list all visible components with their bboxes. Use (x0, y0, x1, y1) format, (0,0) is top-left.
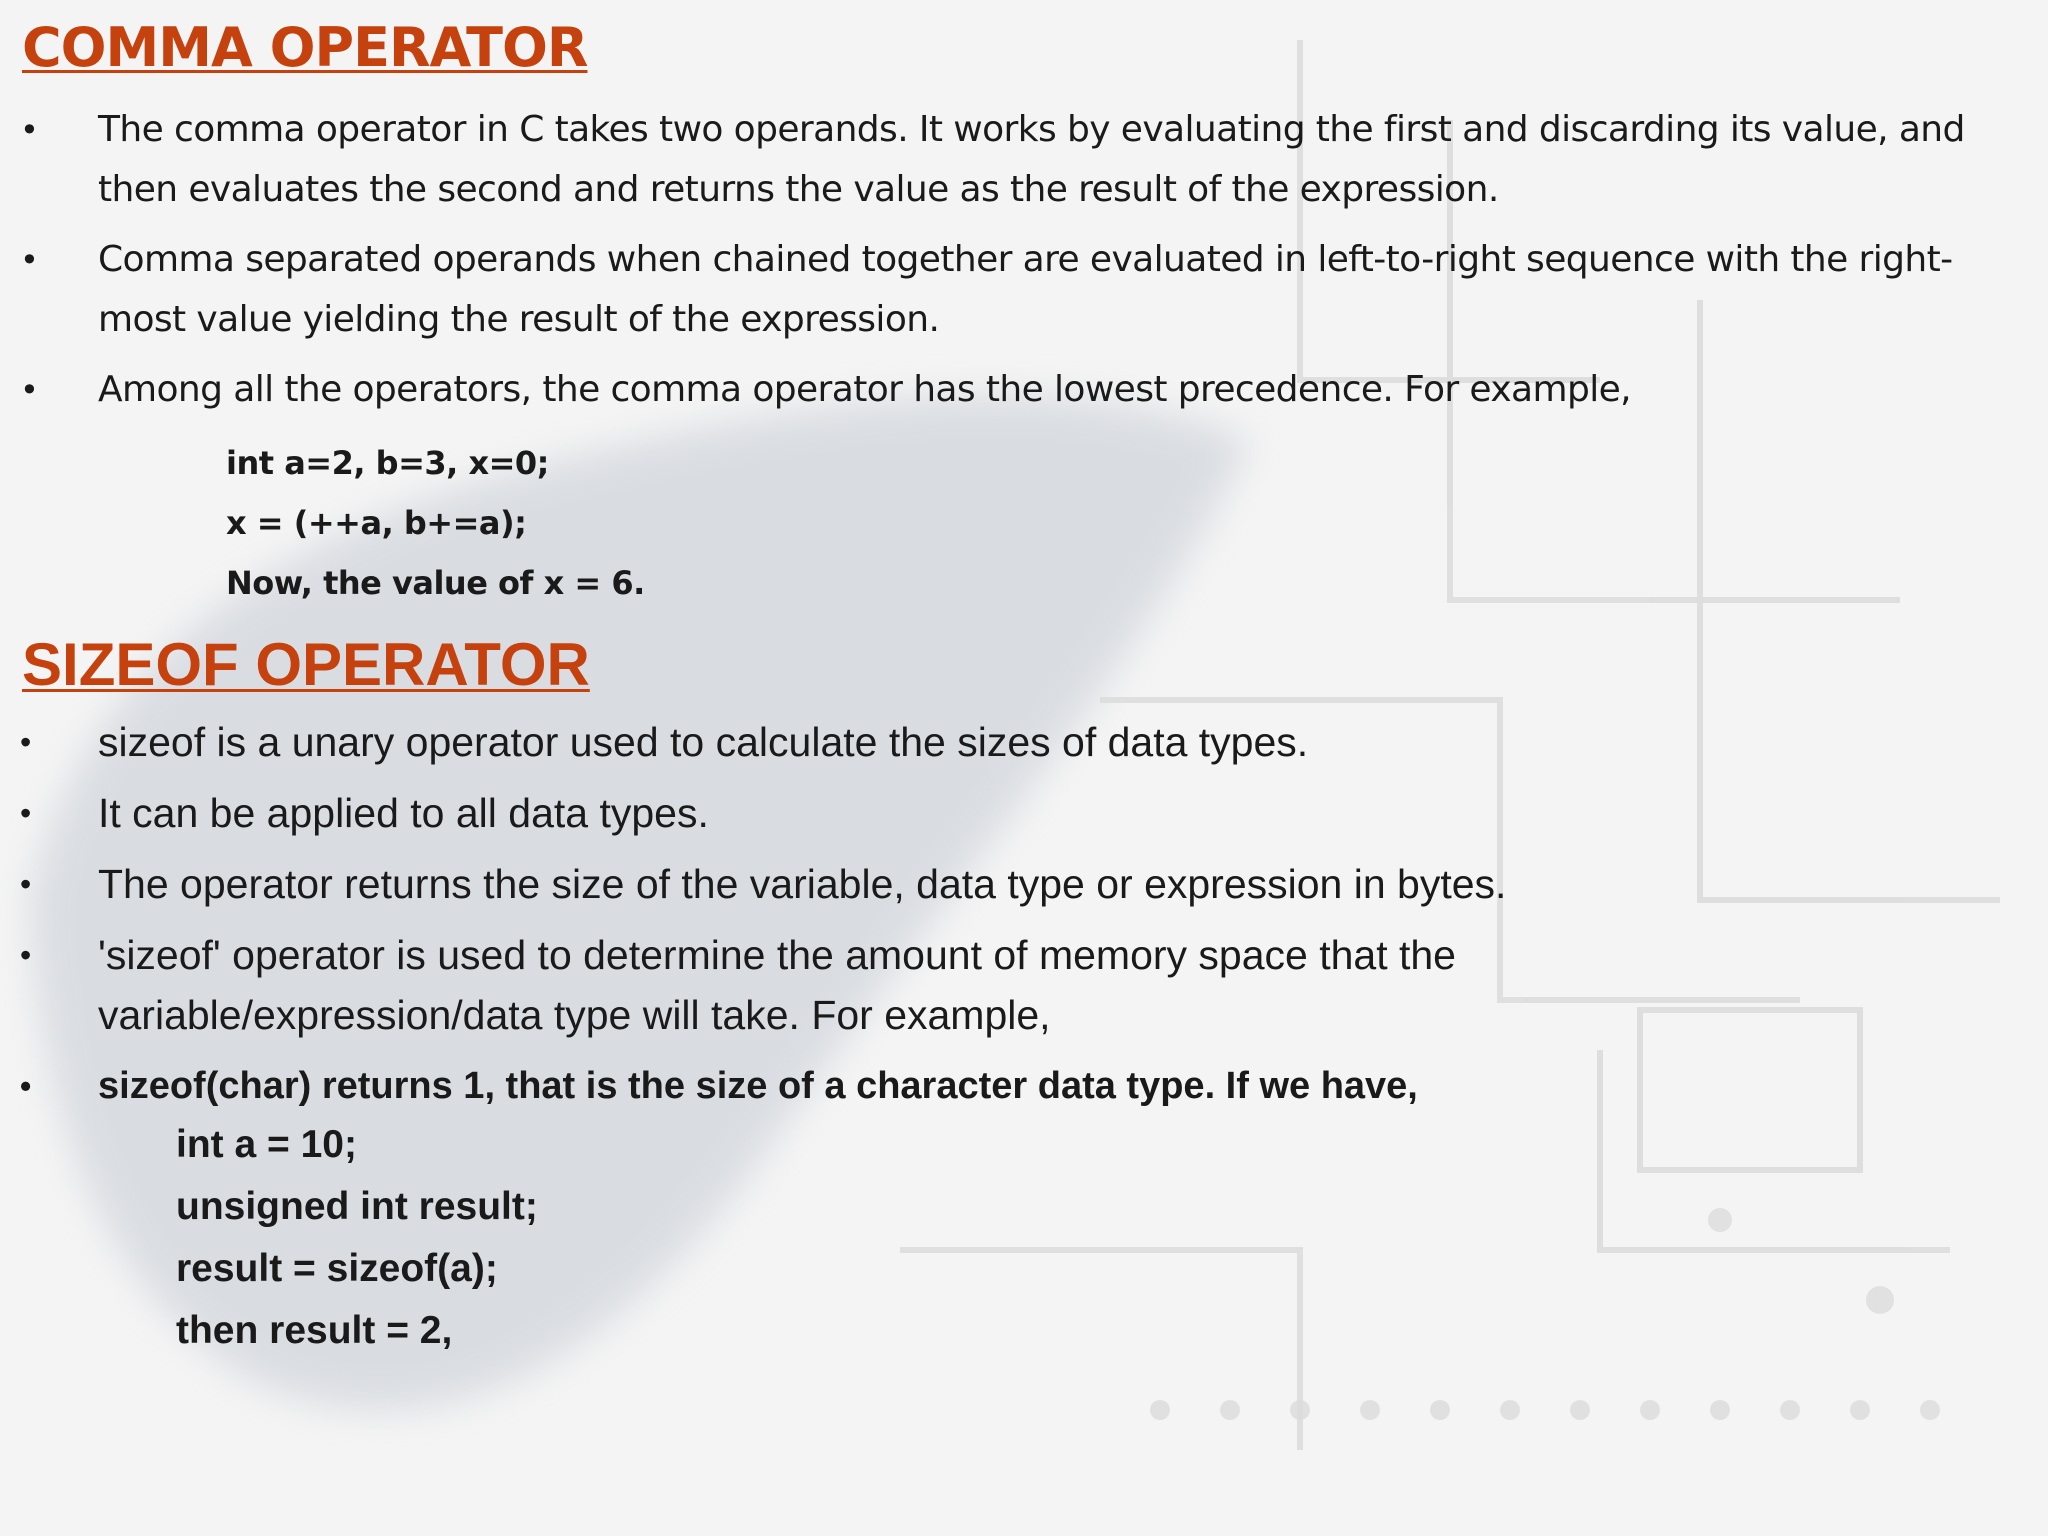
comma-operator-heading: COMMA OPERATOR (22, 16, 588, 79)
list-item (0, 100, 2000, 220)
list-item (0, 712, 2000, 772)
sizeof-code-example (176, 1114, 538, 1362)
comma-operator-list (0, 100, 2000, 420)
bullet-text: The comma operator in C takes two operands. It works by evaluating the first and discarding its value, and then evaluates the second and returns the value as the result of the expression. (98, 109, 1965, 210)
list-item (0, 230, 2000, 350)
bullet-text: Comma separated operands when chained together are evaluated in left-to-right sequence with the right-most value yielding the result of the expression. (98, 239, 1953, 340)
bullet-icon: • (20, 111, 39, 149)
sizeof-operator-list (0, 712, 2000, 1127)
bullet-text: The operator returns the size of the variable, data type or expression in bytes. (98, 861, 1507, 907)
bullet-icon: • (20, 371, 39, 409)
list-item (0, 854, 2000, 914)
bullet-text: 'sizeof' operator is used to determine the amount of memory space that the variable/expression/data type will take. For example, (98, 932, 1456, 1038)
code-line: x = (++a, b+=a); (226, 504, 527, 542)
code-line: unsigned int result; (176, 1185, 538, 1228)
bullet-text: Among all the operators, the comma operator has the lowest precedence. For example, (98, 369, 1632, 410)
code-line: then result = 2, (176, 1309, 453, 1352)
list-item (0, 925, 2000, 1045)
code-line: result = sizeof(a); (176, 1247, 498, 1290)
comma-code-example (226, 438, 645, 618)
bullet-icon: • (20, 795, 32, 831)
bullet-icon: • (20, 866, 32, 902)
bullet-icon: • (20, 724, 32, 760)
list-item (0, 360, 2000, 420)
bullet-icon: • (20, 1068, 32, 1104)
code-line: int a = 10; (176, 1123, 357, 1166)
bullet-text: It can be applied to all data types. (98, 790, 709, 836)
bullet-text: sizeof(char) returns 1, that is the size of a character data type. If we have, (98, 1065, 1418, 1107)
bullet-icon: • (20, 937, 32, 973)
code-line: int a=2, b=3, x=0; (226, 444, 549, 482)
list-item (0, 783, 2000, 843)
list-item (0, 1056, 2000, 1116)
bullet-icon: • (20, 241, 39, 279)
sizeof-operator-heading: SIZEOF OPERATOR (22, 631, 590, 698)
code-line: Now, the value of x = 6. (226, 564, 645, 602)
bullet-text: sizeof is a unary operator used to calculate the sizes of data types. (98, 719, 1309, 765)
